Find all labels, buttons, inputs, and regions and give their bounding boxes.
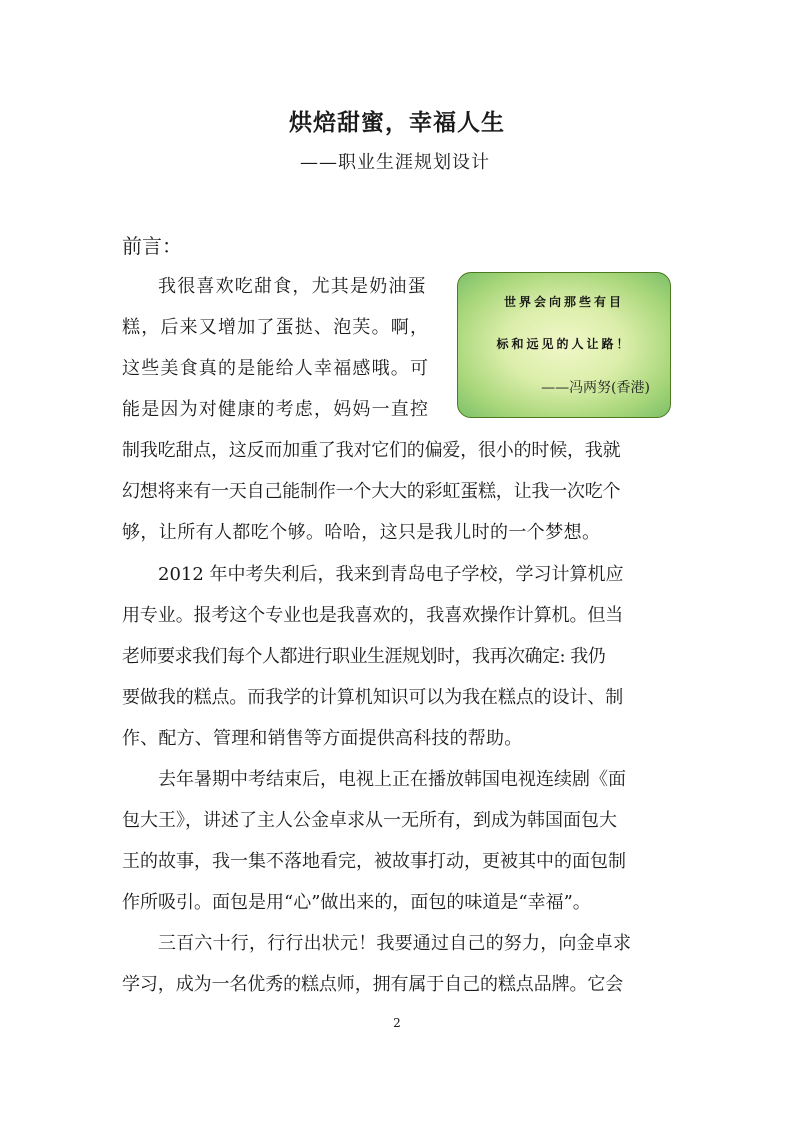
- paragraph-line: 2012 年中考失利后，我来到青岛电子学校，学习计算机应: [158, 564, 624, 585]
- paragraph-line: 作所吸引。面包是用“心”做出来的，面包的味道是“幸福”。: [122, 892, 591, 913]
- section-heading-preface: 前言：: [122, 234, 182, 258]
- paragraph-line: 要做我的糕点。而我学的计算机知识可以为我在糕点的设计、制: [122, 687, 624, 708]
- paragraph-line: 学习，成为一名优秀的糕点师，拥有属于自己的糕点品牌。它会: [122, 974, 624, 995]
- paragraph-line: 能是因为对健康的考虑，妈妈一直控: [122, 399, 430, 420]
- paragraph-line: 我很喜欢吃甜食，尤其是奶油蛋: [158, 276, 427, 297]
- quote-author: ——冯两努(香港): [541, 380, 650, 396]
- paragraph-line: 这些美食真的是能给人幸福感哦。可: [122, 358, 430, 379]
- paragraph-line: 糕，后来又增加了蛋挞、泡芙。啊，: [122, 317, 430, 338]
- paragraph-line: 王的故事，我一集不落地看完，被故事打动，更被其中的面包制: [122, 851, 626, 872]
- paragraph-line: 包大王》，讲述了主人公金卓求从一无所有，到成为韩国面包大: [122, 810, 617, 831]
- paragraph-line: 幻想将来有一天自己能制作一个大大的彩虹蛋糕，让我一次吃个: [122, 481, 621, 502]
- paragraph-line: 作、配方、管理和销售等方面提供高科技的帮助。: [122, 728, 523, 749]
- paragraph-line: 老师要求我们每个人都进行职业生涯规划时，我再次确定: 我仍: [122, 646, 606, 667]
- quote-line-1: 世界会向那些有目: [503, 295, 624, 309]
- page-number: 2: [393, 1016, 401, 1030]
- paragraph-line: 用专业。报考这个专业也是我喜欢的，我喜欢操作计算机。但当: [122, 605, 624, 626]
- paragraph-line: 去年暑期中考结束后，电视上正在播放韩国电视连续剧《面: [158, 769, 626, 790]
- paragraph-line: 制我吃甜点，这反而加重了我对它们的偏爱，很小的时候，我就: [122, 440, 621, 461]
- quote-box: [457, 272, 671, 418]
- document-subtitle: ——职业生涯规划设计: [300, 152, 490, 173]
- quote-line-2: 标和远见的人让路！: [496, 337, 632, 351]
- paragraph-line: 三百六十行，行行出状元！我要通过自己的努力，向金卓求: [158, 933, 632, 954]
- document-title: 烘焙甜蜜，幸福人生: [289, 110, 505, 136]
- paragraph-line: 够，让所有人都吃个够。哈哈，这只是我儿时的一个梦想。: [122, 522, 601, 543]
